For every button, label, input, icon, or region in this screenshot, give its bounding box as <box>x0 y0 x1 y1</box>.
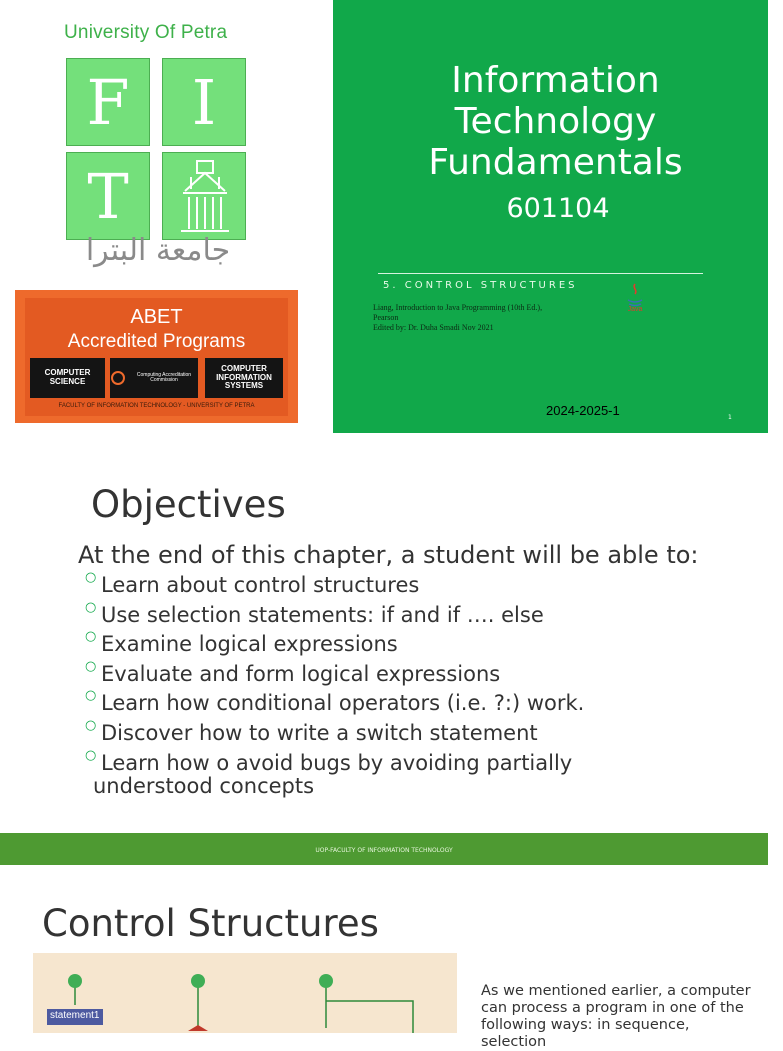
course-title <box>333 60 778 183</box>
objectives-list <box>85 571 584 778</box>
objectives-title: Objectives <box>91 483 286 526</box>
course-title-line-1: Information <box>451 60 660 101</box>
objectives-slide <box>0 433 768 833</box>
slide-footer-bar: UOP-FACULTY OF INFORMATION TECHNOLOGY <box>0 833 768 865</box>
abet-commission-box <box>110 358 198 398</box>
abet-cis-box: COMPUTER INFORMATION SYSTEMS <box>205 358 283 398</box>
abet-commission-label: Computing Accreditation Commission <box>136 371 192 383</box>
abet-title: ABET <box>130 306 183 328</box>
abet-ring-icon <box>110 370 126 386</box>
circle-bullet-icon: ○ <box>85 717 97 733</box>
abet-footer: FACULTY OF INFORMATION TECHNOLOGY - UNIVERSITY OF PETRA <box>58 403 255 409</box>
title-slide <box>0 0 768 433</box>
flowchart-icon <box>33 953 457 1033</box>
list-item: ○ Learn how conditional operators (i.e. ?:) work. <box>85 689 584 719</box>
university-title: University Of Petra <box>64 22 228 43</box>
control-structures-body: As we mentioned earlier, a computer can process a program in one of the following ways: in sequence, selection <box>481 983 751 1050</box>
chapter-label: 5. CONTROL STRUCTURES <box>383 280 578 291</box>
abet-subtitle: Accredited Programs <box>67 331 246 352</box>
academic-year: 2024-2025-1 <box>546 403 620 418</box>
title-panel <box>333 0 768 433</box>
control-structures-slide <box>0 865 768 1050</box>
circle-bullet-icon: ○ <box>85 570 97 585</box>
list-item: ○ Examine logical expressions <box>85 630 584 660</box>
university-name-arabic: جامعة البترا <box>85 233 231 268</box>
list-item: ○ Use selection statements: if and if …. else <box>85 601 584 631</box>
control-structures-title: Control Structures <box>42 902 379 945</box>
title-divider <box>378 273 703 274</box>
logo-tile-t: T <box>66 152 150 240</box>
java-logo-icon <box>623 282 647 322</box>
reference-line-2: Pearson <box>373 313 399 322</box>
petra-building-icon <box>163 153 247 241</box>
abet-cs-box: COMPUTER SCIENCE <box>30 358 105 398</box>
course-title-line-2: Technology <box>454 101 657 142</box>
objectives-lead: At the end of this chapter, a student will be able to: <box>78 541 699 569</box>
list-item-continuation: understood concepts <box>93 774 315 798</box>
reference-line-3: Edited by: Dr. Duha Smadi Nov 2021 <box>373 323 494 332</box>
logo-tile-i: I <box>162 58 246 146</box>
list-item: ○ Learn about control structures <box>85 571 584 601</box>
list-item: ○ Evaluate and form logical expressions <box>85 660 584 690</box>
course-code: 601104 <box>506 193 610 224</box>
reference-text <box>373 303 542 333</box>
circle-bullet-icon: ○ <box>85 658 97 674</box>
circle-bullet-icon: ○ <box>85 747 97 763</box>
diagram-statement-label: statement1 <box>50 1010 100 1021</box>
logo-tile-f: F <box>66 58 150 146</box>
petra-treasury-icon <box>162 152 246 240</box>
slide-number: 1 <box>728 414 732 421</box>
circle-bullet-icon: ○ <box>85 688 97 704</box>
circle-bullet-icon: ○ <box>85 599 97 615</box>
list-item: ○ Discover how to write a switch statement <box>85 719 584 749</box>
list-item: ○ Learn how o avoid bugs by avoiding partially <box>85 749 584 779</box>
abet-badge <box>15 290 298 423</box>
java-logo-label: Java <box>627 306 643 313</box>
flow-diagram <box>33 953 457 1033</box>
course-title-line-3: Fundamentals <box>428 142 683 183</box>
reference-line-1: Liang, Introduction to Java Programming (10th Ed.), <box>373 303 543 312</box>
circle-bullet-icon: ○ <box>85 629 97 645</box>
